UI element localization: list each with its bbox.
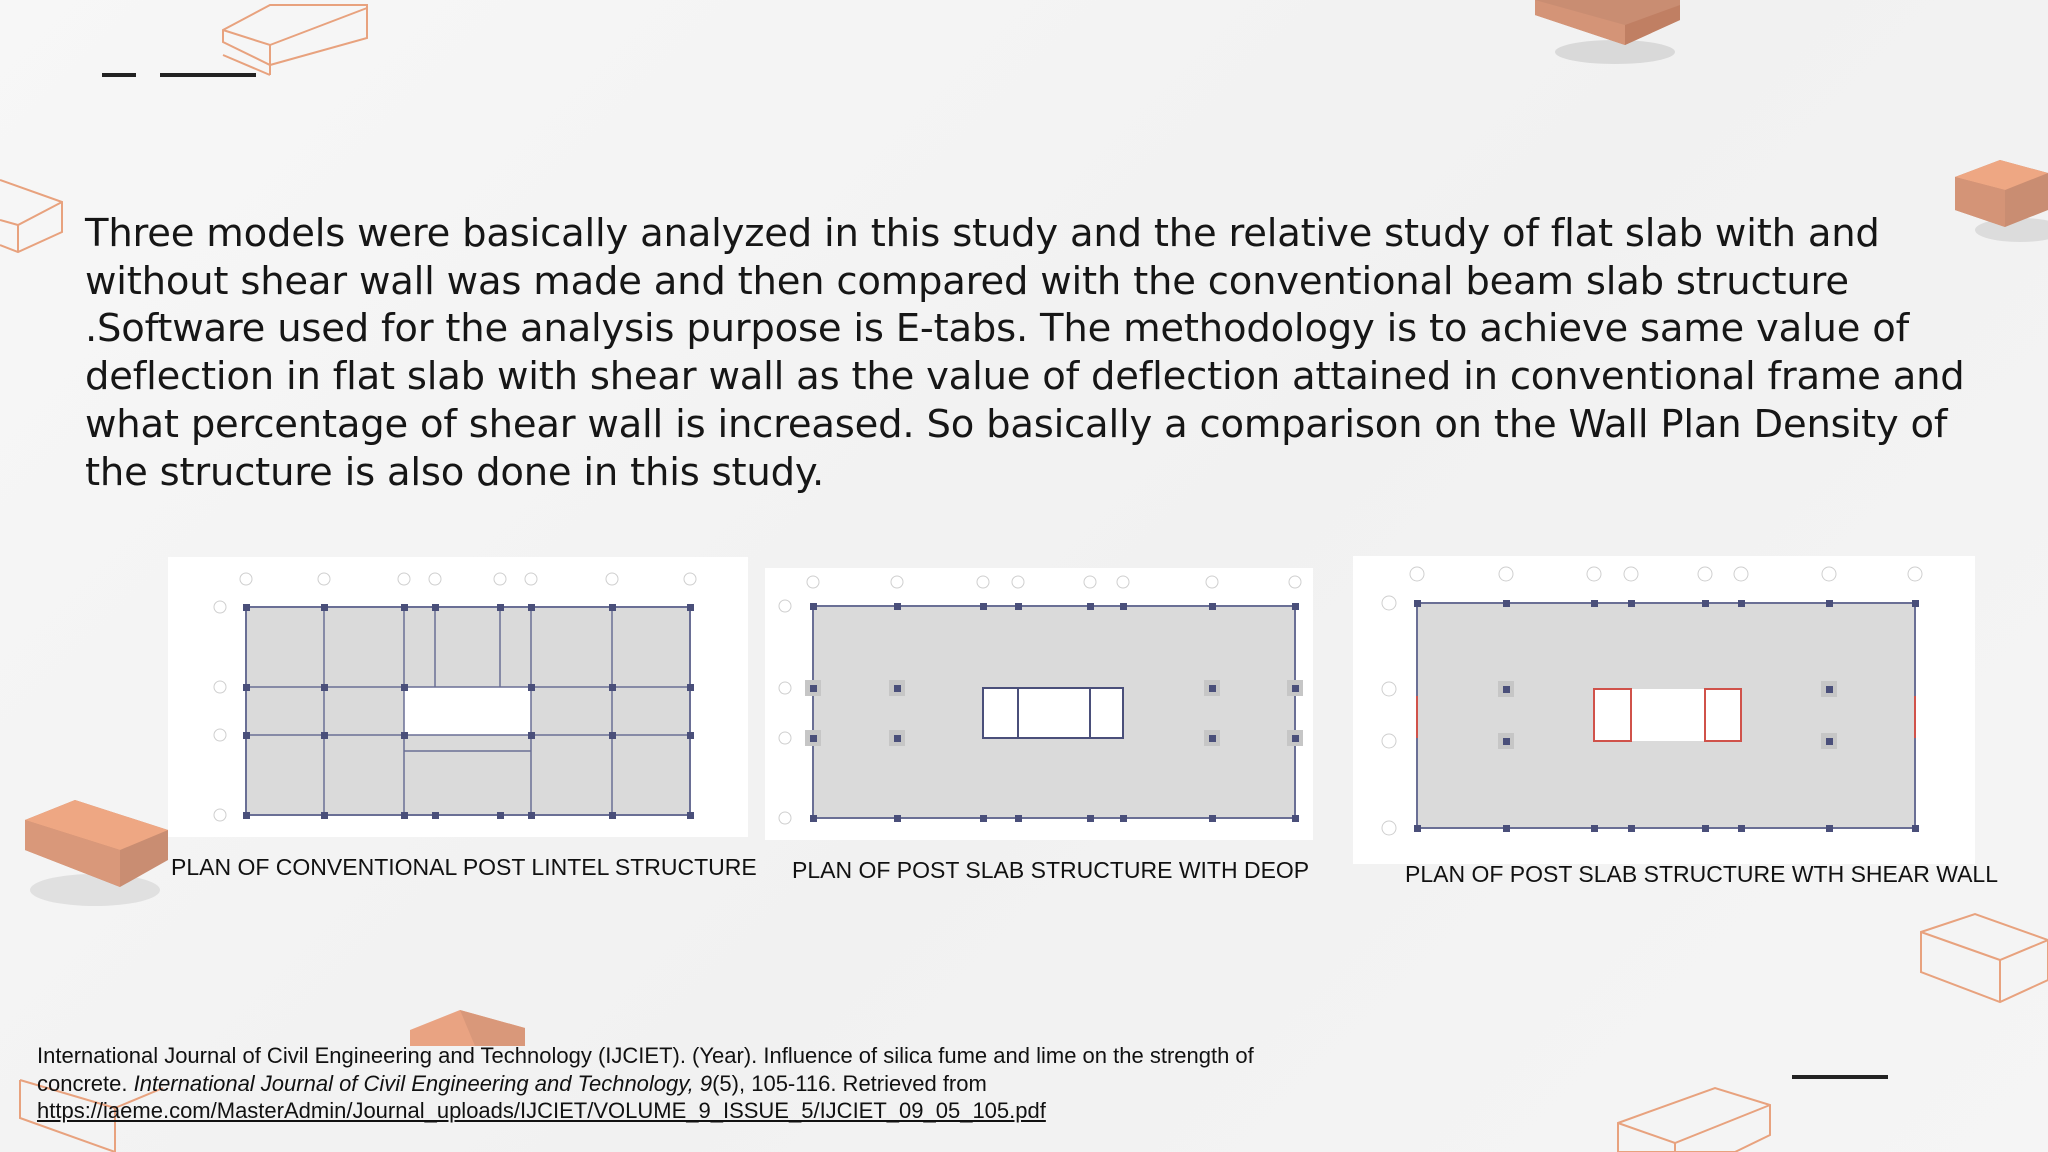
footer-dash — [1792, 1075, 1888, 1079]
caption-shear-wall: PLAN OF POST SLAB STRUCTURE WTH SHEAR WALL — [1405, 861, 1998, 887]
decorative-brick-outline-right — [1915, 910, 2048, 1005]
decorative-brick-outline-left — [0, 170, 70, 255]
reference-citation — [37, 1042, 1337, 1125]
decorative-brick-solid-bottom — [405, 1008, 530, 1046]
decorative-brick-solid-left — [20, 795, 180, 915]
plan-drawing-shear-wall — [1353, 556, 1975, 864]
plan-drawing-deop — [765, 568, 1313, 840]
title-dash-short — [102, 73, 136, 77]
decorative-brick-solid-top-right — [1510, 0, 1690, 75]
reference-issue: (5), 105-116. Retrieved from — [712, 1070, 987, 1096]
caption-deop: PLAN OF POST SLAB STRUCTURE WITH DEOP — [792, 857, 1310, 883]
plan-image-deop — [765, 568, 1313, 840]
title-dash-long — [160, 73, 256, 77]
decorative-brick-outline-bottom-right — [1615, 1085, 1775, 1152]
plan-drawing-conventional — [168, 557, 748, 837]
body-paragraph: Three models were basically analyzed in this study and the relative study of flat slab with and without shear wall was made and then compared with the conventional beam slab structure .Software used for the analysis purpose is E-tabs. The methodology is to achieve same value of deflection in flat slab with shear wall as the value of deflection attained in conventional frame and what percentage of shear wall is increased. So basically a comparison on the Wall Plan Density of the structure is also done in this study. — [85, 211, 1965, 495]
reference-link[interactable]: https://iaeme.com/MasterAdmin/Journal_uploads/IJCIET/VOLUME_9_ISSUE_5/IJCIET_09_05_105.pdf — [37, 1098, 1046, 1123]
reference-text: International Journal of Civil Engineering and Technology (IJCIET). (Year). Influence of silica fume and lime on the strength of concrete. — [37, 1043, 1254, 1096]
caption-conventional: PLAN OF CONVENTIONAL POST LINTEL STRUCTURE — [171, 854, 757, 880]
plan-image-conventional — [168, 557, 748, 837]
plan-image-shear-wall — [1353, 556, 1975, 864]
reference-journal: International Journal of Civil Engineering and Technology, 9 — [133, 1070, 713, 1096]
